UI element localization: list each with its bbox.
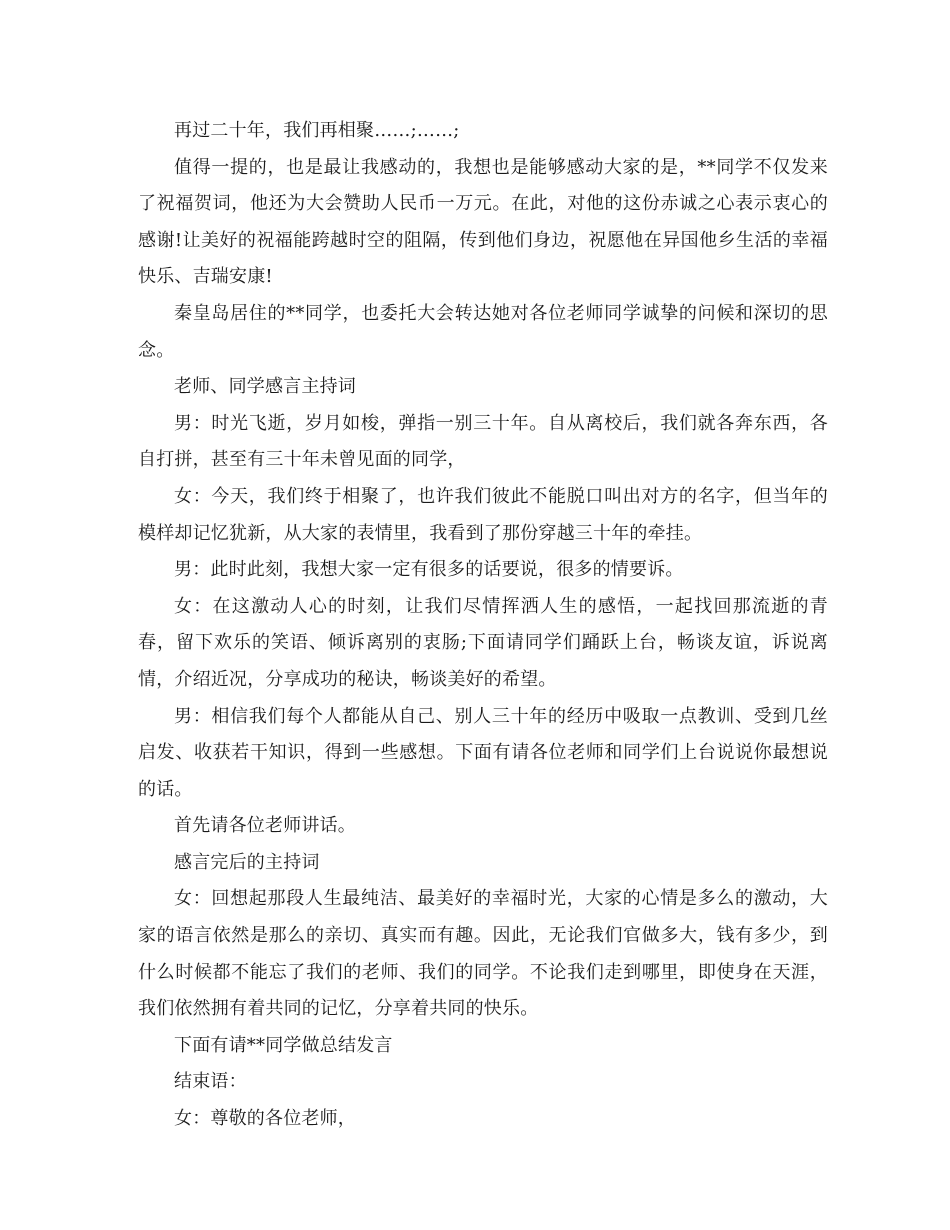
paragraph-female-exciting-moment: 女：在这激动人心的时刻，让我们尽情挥洒人生的感悟，一起找回那流逝的青春，留下欢乐的笑语、倾诉离别的衷肠;下面请同学们踊跃上台，畅谈友谊，诉说离情，介绍近况，分享成功的秘诀，畅谈美好的希望。	[138, 595, 828, 690]
paragraph-male-this-moment: 男：此时此刻，我想大家一定有很多的话要说，很多的情要诉。	[174, 559, 684, 581]
document-body	[138, 113, 828, 1138]
paragraph-female-respected-teachers: 女：尊敬的各位老师，	[174, 1108, 356, 1130]
paragraph-reunion-20-years: 再过二十年，我们再相聚……;……;	[174, 120, 460, 141]
paragraph-teachers-speak-first: 首先请各位老师讲话。	[174, 815, 356, 837]
paragraph-female-reunited: 女：今天，我们终于相聚了，也许我们彼此不能脱口叫出对方的名字，但当年的模样却记忆犹新，从大家的表情里，我看到了那份穿越三十年的牵挂。	[138, 485, 828, 544]
paragraph-donation-thanks: 值得一提的，也是最让我感动的，我想也是能够感动大家的是，**同学不仅发来了祝福贺词，他还为大会赞助人民币一万元。在此，对他的这份赤诚之心表示衷心的感谢!让美好的祝福能跨越时空的阻隔，传到他们身边，祝愿他在异国他乡生活的幸福快乐、吉瑞安康!	[138, 156, 828, 288]
section-heading-after-testimonials: 感言完后的主持词	[174, 851, 320, 873]
paragraph-qinhuangdao-greeting: 秦皇岛居住的**同学，也委托大会转达她对各位老师同学诚挚的问候和深切的思念。	[138, 302, 828, 361]
paragraph-male-time-flies: 男：时光飞逝，岁月如梭，弹指一别三十年。自从离校后，我们就各奔东西，各自打拼，甚至有三十年未曾见面的同学，	[138, 412, 828, 471]
paragraph-summary-speech: 下面有请**同学做总结发言	[174, 1034, 393, 1056]
section-heading-closing: 结束语：	[174, 1071, 247, 1093]
paragraph-male-lessons: 男：相信我们每个人都能从自己、别人三十年的经历中吸取一点教训、受到几丝启发、收获若干知识，得到一些感想。下面有请各位老师和同学们上台说说你最想说的话。	[138, 705, 828, 800]
section-heading-testimonials: 老师、同学感言主持词	[174, 376, 356, 398]
paragraph-female-recall: 女：回想起那段人生最纯洁、最美好的幸福时光，大家的心情是多么的激动，大家的语言依然是那么的亲切、真实而有趣。因此，无论我们官做多大，钱有多少，到什么时候都不能忘了我们的老师、我们的同学。不论我们走到哪里，即使身在天涯，我们依然拥有着共同的记忆，分享着共同的快乐。	[138, 888, 828, 1020]
